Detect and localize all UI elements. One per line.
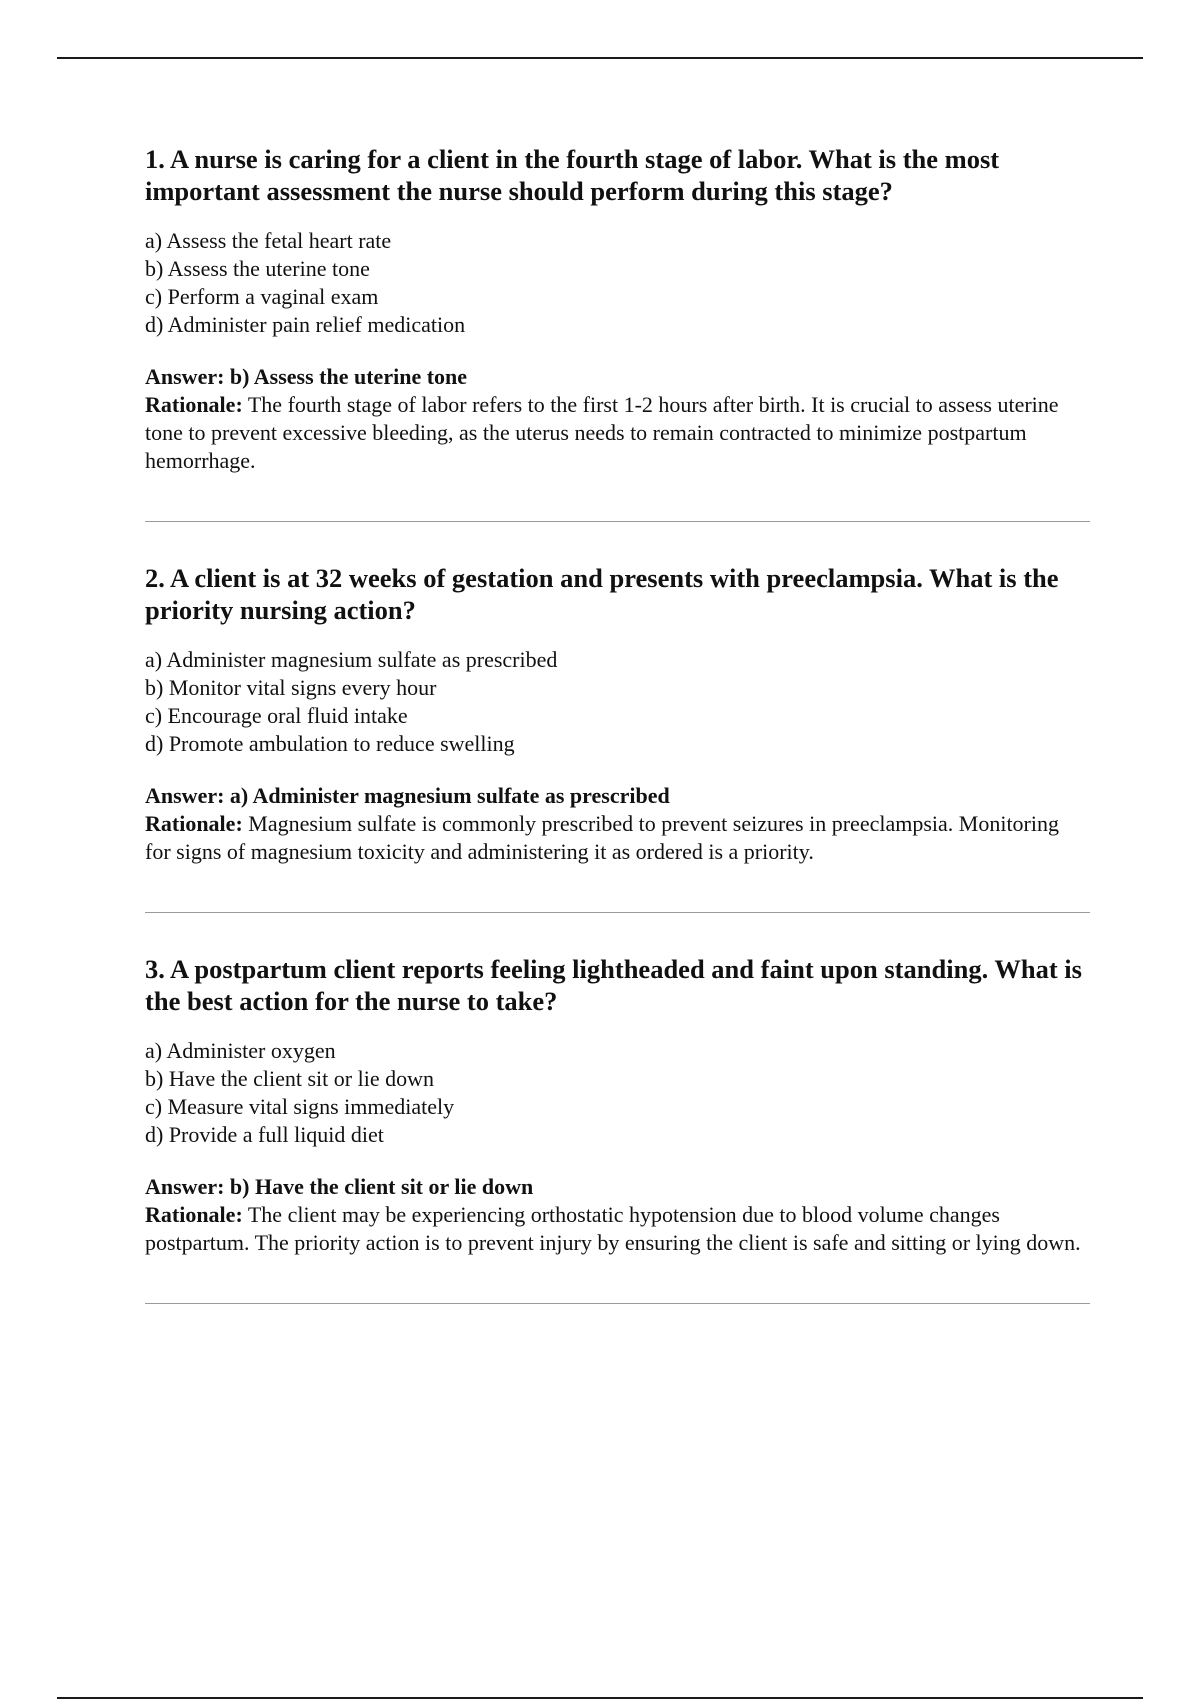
rationale-label: Rationale: [145,1202,243,1227]
page-top-rule [57,57,1143,59]
question-block-3 [145,953,1090,1257]
rationale [145,1201,1090,1257]
option-c: c) Measure vital signs immediately [145,1094,455,1119]
option-list [145,227,1090,339]
rationale-text: Magnesium sulfate is commonly prescribed to prevent seizures in preeclampsia. Monitoring for signs of magnesium toxicity and administering it as ordered is a priority. [145,811,1059,864]
answer-text: Answer: b) Have the client sit or lie down [145,1174,534,1199]
question-text: 2. A client is at 32 weeks of gestation and presents with preeclampsia. What is the priority nursing action? [145,563,1059,625]
answer-text: Answer: b) Assess the uterine tone [145,364,468,389]
option-a: a) Administer magnesium sulfate as prescribed [145,647,558,672]
option-b: b) Assess the uterine tone [145,256,370,281]
rationale-label: Rationale: [145,392,243,417]
option-c: c) Encourage oral fluid intake [145,703,408,728]
section-divider [145,521,1090,522]
question-text: 3. A postpartum client reports feeling lightheaded and faint upon standing. What is the best action for the nurse to take? [145,954,1082,1016]
option-c: c) Perform a vaginal exam [145,284,379,309]
section-divider [145,1303,1090,1304]
rationale-text: The fourth stage of labor refers to the first 1-2 hours after birth. It is crucial to assess uterine tone to prevent excessive bleeding, as the uterus needs to remain contracted to minimize postpartum hemorrhage. [145,392,1059,473]
rationale [145,391,1090,475]
option-list [145,646,1090,758]
section-divider [145,912,1090,913]
option-d: d) Provide a full liquid diet [145,1122,384,1147]
answer-text: Answer: a) Administer magnesium sulfate as prescribed [145,783,670,808]
rationale [145,810,1090,866]
question-block-1 [145,143,1090,475]
option-a: a) Assess the fetal heart rate [145,228,392,253]
option-d: d) Administer pain relief medication [145,312,466,337]
option-b: b) Have the client sit or lie down [145,1066,434,1091]
document-body [145,143,1090,1344]
option-d: d) Promote ambulation to reduce swelling [145,731,515,756]
rationale-label: Rationale: [145,811,243,836]
rationale-text: The client may be experiencing orthostatic hypotension due to blood volume changes postpartum. The priority action is to prevent injury by ensuring the client is safe and sitting or lying down. [145,1202,1081,1255]
page-bottom-rule [57,1697,1143,1699]
question-block-2 [145,562,1090,866]
question-text: 1. A nurse is caring for a client in the fourth stage of labor. What is the most important assessment the nurse should perform during this stage? [145,144,1000,206]
option-list [145,1037,1090,1149]
option-a: a) Administer oxygen [145,1038,336,1063]
option-b: b) Monitor vital signs every hour [145,675,437,700]
